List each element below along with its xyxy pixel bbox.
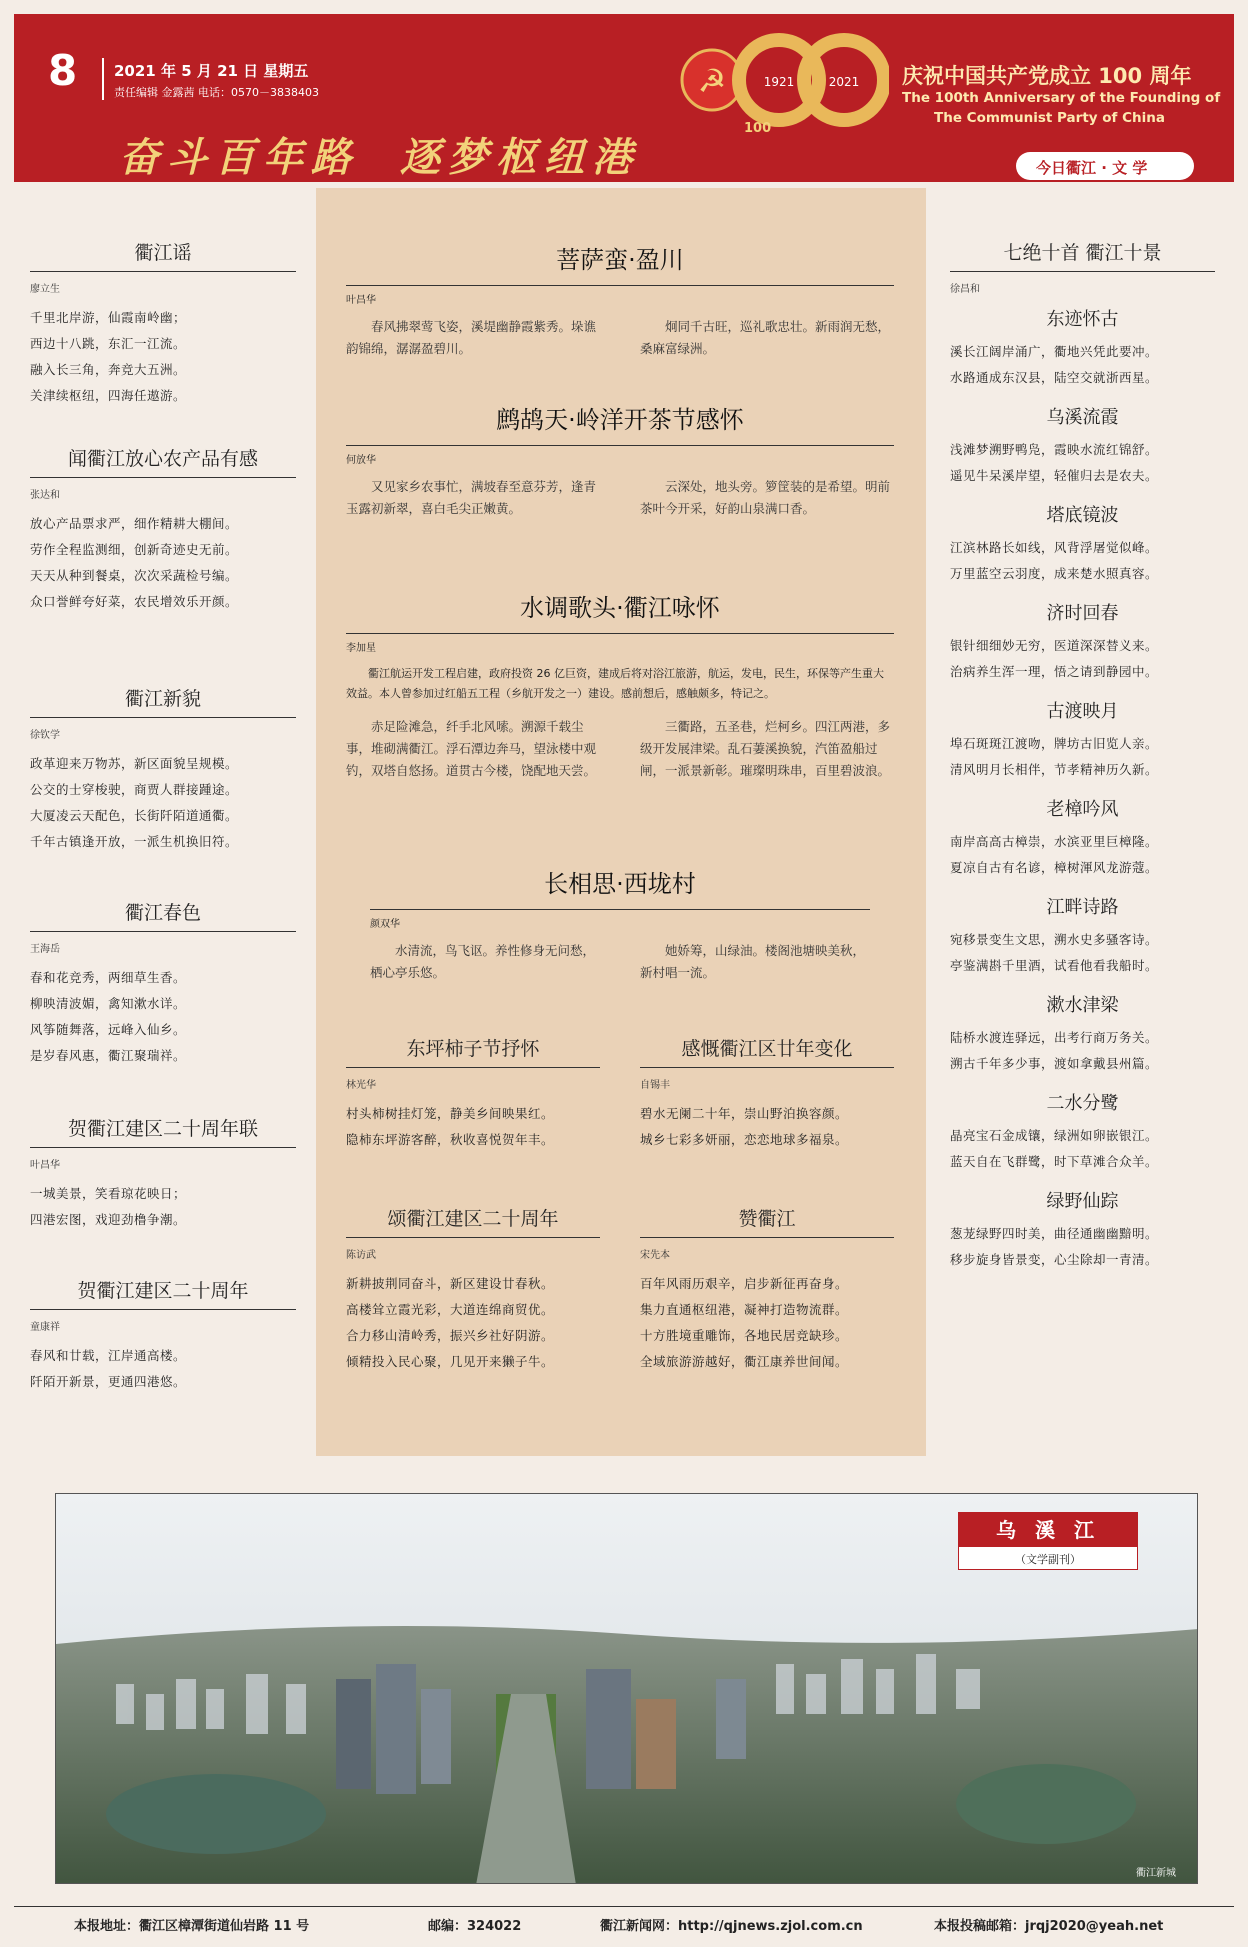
poem-title: 鹧鸪天·岭洋开茶节感怀 — [346, 400, 894, 446]
poem-author: 自锡丰 — [640, 1080, 670, 1091]
poem-block — [950, 893, 1215, 991]
poem-line: 大厦凌云天配色，长街阡陌道通衢。 — [30, 808, 239, 823]
poem-author: 何放华 — [346, 455, 376, 466]
poem-text: 炯同千古旺，巡礼歌忠壮。新雨润无愁，桑麻富绿洲。 — [640, 319, 891, 356]
footer-email[interactable]: 本报投稿邮箱：jrqj2020@yeah.net — [934, 1919, 1164, 1934]
poem-line: 倾精投入民心聚，几见开来獭子牛。 — [346, 1354, 555, 1369]
poem-line: 夏凉自古有名谚，樟树渾风龙游蔻。 — [950, 860, 1159, 875]
masthead — [14, 14, 1234, 182]
svg-text:☭: ☭ — [697, 62, 727, 100]
poem-subtitle: 济时回春 — [1046, 603, 1119, 624]
poem-text: 又见家乡农事忙，满坡春至意芬芳，逢青玉露初新翠，喜白毛尖正嫩黄。 — [346, 479, 597, 516]
poem-line: 水路通成东汉县，陆空交就浙西星。 — [950, 370, 1159, 385]
poem-line: 溯古千年多少事，渡如拿戴县州篇。 — [950, 1056, 1159, 1071]
poem-line: 春风和廿载，江岸通高楼。 — [30, 1348, 187, 1363]
poem-text: 春风拂翠莺飞姿，溪堤幽静霞紫秀。垛谯韵锦绵，潺潺盈碧川。 — [346, 319, 597, 356]
poem-line: 江滨林路长如线，风背浮屠觉似峰。 — [950, 540, 1159, 555]
poem-title: 衢江春色 — [30, 898, 296, 932]
poem-preface: 衢江航运开发工程启建，政府投资 26 亿巨资，建成后将对浴江旅游，航运，发电，民生，环保等产生重大效益。本人曾参加过红船五工程（乡航开发之一）建设。感前想后，感触颇多，特记之。 — [346, 667, 884, 700]
poem-subtitle: 绿野仙踪 — [1046, 1191, 1119, 1212]
poem-title: 长相思·西垅村 — [370, 864, 870, 910]
poem-line: 葱茏绿野四时美，曲径通幽幽黯明。 — [950, 1226, 1159, 1241]
poem-line: 西边十八跳，东汇一江流。 — [30, 336, 187, 351]
english-title-1: The 100th Anniversary of the Founding of — [902, 90, 1221, 106]
poem-block — [950, 599, 1215, 697]
poem-title: 七绝十首 衢江十景 — [950, 238, 1215, 272]
footer-website[interactable]: 衢江新闻网：http://qjnews.zjol.com.cn — [600, 1919, 863, 1934]
poem-title: 贺衢江建区二十周年 — [30, 1276, 296, 1310]
photo-credit: 衢江新城 — [1136, 1868, 1176, 1879]
poem-block — [30, 1276, 296, 1400]
poem-block — [950, 1187, 1215, 1285]
poem-line: 碧水无阑二十年，崇山野泊换容颜。 — [640, 1106, 849, 1121]
poem-title: 赞衢江 — [640, 1204, 894, 1238]
poem-author: 林光华 — [346, 1080, 376, 1091]
left-column — [30, 238, 296, 1400]
poem-author: 徐昌和 — [950, 284, 980, 295]
poem-line: 一城美景，笑看琼花映日； — [30, 1186, 187, 1201]
poem-line: 埠石斑斑江渡吻，牌坊古旧览人亲。 — [950, 736, 1159, 751]
poem-line: 陆桥水渡连驿远，出考行商万务关。 — [950, 1030, 1159, 1045]
poem-line: 十方胜境重雕饰，各地民居竞缺珍。 — [640, 1328, 849, 1343]
poem-text: 赤足险滩急，纤手北风嗦。溯源千载尘事，堆砌满衢江。浮石潭边奔马，望泳楼中观钓，双塔自悠扬。道贯古今楼，饶配地天尝。 — [346, 719, 597, 778]
column-tag-title: 乌 溪 江 — [959, 1513, 1137, 1547]
poem-author: 徐钦学 — [30, 730, 60, 741]
celebration-title: 庆祝中国共产党成立 100 周年 — [902, 64, 1192, 88]
right-column — [950, 238, 1215, 1285]
poem-block — [950, 305, 1215, 403]
english-title-2: The Communist Party of China — [934, 110, 1165, 126]
poem-author: 叶昌华 — [346, 295, 376, 306]
poem-title: 菩萨蛮·盈川 — [346, 240, 894, 286]
poem-block — [346, 588, 894, 864]
poem-author: 颜双华 — [370, 919, 400, 930]
date-line: 2021 年 5 月 21 日 星期五 — [114, 62, 309, 80]
poem-line: 新耕披荆同奋斗，新区建设廿春秋。 — [346, 1276, 555, 1291]
poem-subtitle: 乌溪流霞 — [1046, 407, 1119, 428]
poem-line: 放心产品票求严，细作精耕大棚间。 — [30, 516, 239, 531]
poem-author: 廖立生 — [30, 284, 60, 295]
poem-author: 李加星 — [346, 643, 376, 654]
poem-title: 贺衢江建区二十周年联 — [30, 1114, 296, 1148]
poem-line: 合力移山清岭秀，振兴乡社好阴游。 — [346, 1328, 555, 1343]
poem-subtitle: 塔底镜波 — [1046, 505, 1119, 526]
poem-line: 政革迎来万物苏，新区面貌呈规模。 — [30, 756, 239, 771]
poem-line: 宛移景变生文思，溯水史多骚客诗。 — [950, 932, 1159, 947]
poem-line: 众口誉鲜夸好菜，农民增效乐开颜。 — [30, 594, 239, 609]
editor-line: 责任编辑 金露茜 电话：0570－3838403 — [114, 86, 319, 99]
poem-block — [640, 1204, 894, 1375]
poem-line: 千年古镇逢开放，一派生机换旧符。 — [30, 834, 239, 849]
poem-subtitle: 漱水津梁 — [1046, 995, 1119, 1016]
poem-block — [950, 501, 1215, 599]
poem-block — [346, 1034, 600, 1204]
poem-block — [950, 697, 1215, 795]
poem-line: 高楼耸立霞光彩，大道连绵商贸优。 — [346, 1302, 555, 1317]
center-column — [346, 240, 894, 1375]
poem-line: 亭鉴满斟千里酒，试看他看我船时。 — [950, 958, 1159, 973]
poem-line: 春和花竞秀，两细草生香。 — [30, 970, 187, 985]
poem-line: 融入长三角，奔竞大五洲。 — [30, 362, 187, 377]
poem-text: 云深处，地头旁。箩筐装的是希望。明前茶叶今开采，好韵山泉满口香。 — [640, 479, 891, 516]
centenary-logo-icon — [674, 32, 889, 137]
poem-block — [346, 400, 894, 588]
poem-line: 万里蓝空云羽度，成来楚水照真容。 — [950, 566, 1159, 581]
slogan-2: 逐梦枢纽港 — [400, 134, 640, 181]
short-poems-row — [346, 1034, 894, 1204]
poem-line: 公交的士穿梭驶，商贾人群接踵途。 — [30, 782, 239, 797]
poem-author: 宋先本 — [640, 1250, 670, 1261]
poem-line: 百年风雨历艰辛，启步新征再奋身。 — [640, 1276, 849, 1291]
logo-text: 100 — [744, 121, 772, 136]
poem-line: 治病养生浑一理，悟之请到静园中。 — [950, 664, 1159, 679]
poem-subtitle: 江畔诗路 — [1046, 897, 1119, 918]
poem-line: 村头柿树挂灯笼，静美乡间映果红。 — [346, 1106, 555, 1121]
poem-subtitle: 古渡映月 — [1046, 701, 1119, 722]
poem-block — [950, 795, 1215, 893]
poem-block — [30, 684, 296, 864]
poem-subtitle: 老樟吟风 — [1046, 799, 1119, 820]
poem-line: 遥见牛呆溪岸望，轻催归去是农夫。 — [950, 468, 1159, 483]
footer — [14, 1906, 1234, 1934]
poem-author: 叶昌华 — [30, 1160, 60, 1171]
poem-line: 城乡七彩多妍丽，恋恋地球多福泉。 — [640, 1132, 849, 1147]
poem-line: 是岁春风惠，衢江聚瑞祥。 — [30, 1048, 187, 1063]
poem-line: 移步旋身皆景变，心尘除却一青清。 — [950, 1252, 1159, 1267]
poem-block — [346, 864, 894, 1034]
column-tag — [958, 1512, 1138, 1570]
poem-line: 晶亮宝石金成镶，绿洲如卵嵌银江。 — [950, 1128, 1159, 1143]
logo-year-1: 1921 — [763, 75, 795, 89]
poem-title: 衢江新貌 — [30, 684, 296, 718]
poem-author: 王海岳 — [30, 944, 60, 955]
poem-line: 南岸高高古樟崇，水滨亚里巨樟隆。 — [950, 834, 1159, 849]
poem-line: 清风明月长相伴，节孝精神历久新。 — [950, 762, 1159, 777]
poem-text: 水清流，鸟飞讴。养性修身无问愁，栖心亭乐悠。 — [370, 943, 596, 980]
poem-subtitle: 二水分鹭 — [1046, 1093, 1119, 1114]
poem-line: 千里北岸游，仙霞南岭幽； — [30, 310, 187, 325]
poem-subtitle: 东迹怀古 — [1046, 309, 1119, 330]
slogan-1: 奋斗百年路 — [119, 134, 359, 181]
poem-line: 天天从种到餐桌，次次采蔬检号编。 — [30, 568, 239, 583]
poem-title: 颂衢江建区二十周年 — [346, 1204, 600, 1238]
column-tag-subtitle: （文学副刊） — [1015, 1553, 1081, 1566]
poem-line: 阡陌开新景，更通四港悠。 — [30, 1374, 187, 1389]
poem-line: 浅滩梦溯野鸭凫，霞映水流红锦舒。 — [950, 442, 1159, 457]
poem-block — [30, 444, 296, 660]
poem-line: 关津续枢纽，四海任遨游。 — [30, 388, 187, 403]
poem-block — [30, 898, 296, 1074]
poem-line: 柳映清波媚，禽知漱水详。 — [30, 996, 187, 1011]
poem-title: 感慨衢江区廿年变化 — [640, 1034, 894, 1068]
poem-block — [346, 240, 894, 400]
poem-title: 水调歌头·衢江咏怀 — [346, 588, 894, 634]
poem-block — [950, 403, 1215, 501]
poem-title: 衢江谣 — [30, 238, 296, 272]
poem-line: 风筝随舞落，远峰入仙乡。 — [30, 1022, 187, 1037]
poem-line: 集力直通枢纽港，凝神打造物流群。 — [640, 1302, 849, 1317]
poem-author: 童康祥 — [30, 1322, 60, 1333]
poem-line: 银针细细妙无穷，医道深深替义来。 — [950, 638, 1159, 653]
poem-block — [30, 238, 296, 414]
poem-line: 溪长江阔岸涌广，衢地兴凭此要冲。 — [950, 344, 1159, 359]
poem-author: 张达和 — [30, 490, 60, 501]
logo-year-2: 2021 — [828, 75, 860, 89]
footer-address: 本报地址：衢江区樟潭街道仙岩路 11 号 — [74, 1919, 310, 1934]
poem-line: 全域旅游游越好，衢江康养世间闻。 — [640, 1354, 849, 1369]
masthead-divider — [102, 58, 104, 100]
poem-text: 三衢路，五圣巷，烂柯乡。四江两港，多级开发展津梁。乱石萋溪换貌，汽笛盈船过闸，一派景新彰。璀璨明珠串，百里碧波浪。 — [640, 719, 891, 778]
section-label: 今日衢江 · 文 学 — [1016, 152, 1194, 180]
poem-line: 四港宏图，戏迎劲橹争潮。 — [30, 1212, 187, 1227]
poem-block — [950, 1089, 1215, 1187]
poem-line: 蓝天自在飞群鹭，时下草滩合众羊。 — [950, 1154, 1159, 1169]
poem-author: 陈访武 — [346, 1250, 376, 1261]
poem-block — [950, 991, 1215, 1089]
poem-line: 劳作全程监测细，创新奇迹史无前。 — [30, 542, 239, 557]
short-poems-row — [346, 1204, 894, 1375]
poem-block — [346, 1204, 600, 1375]
footer-postcode: 邮编：324022 — [428, 1919, 522, 1934]
poem-block — [640, 1034, 894, 1204]
poem-text: 她娇筹，山绿油。楼阁池塘映美秋，新村唱一流。 — [640, 943, 866, 980]
page-number: 8 — [48, 46, 78, 95]
poem-title: 东坪柿子节抒怀 — [346, 1034, 600, 1068]
poem-line: 隐柿东坪游客醉，秋收喜悦贺年丰。 — [346, 1132, 555, 1147]
poem-title: 闻衢江放心农产品有感 — [30, 444, 296, 478]
poem-block — [30, 1114, 296, 1238]
